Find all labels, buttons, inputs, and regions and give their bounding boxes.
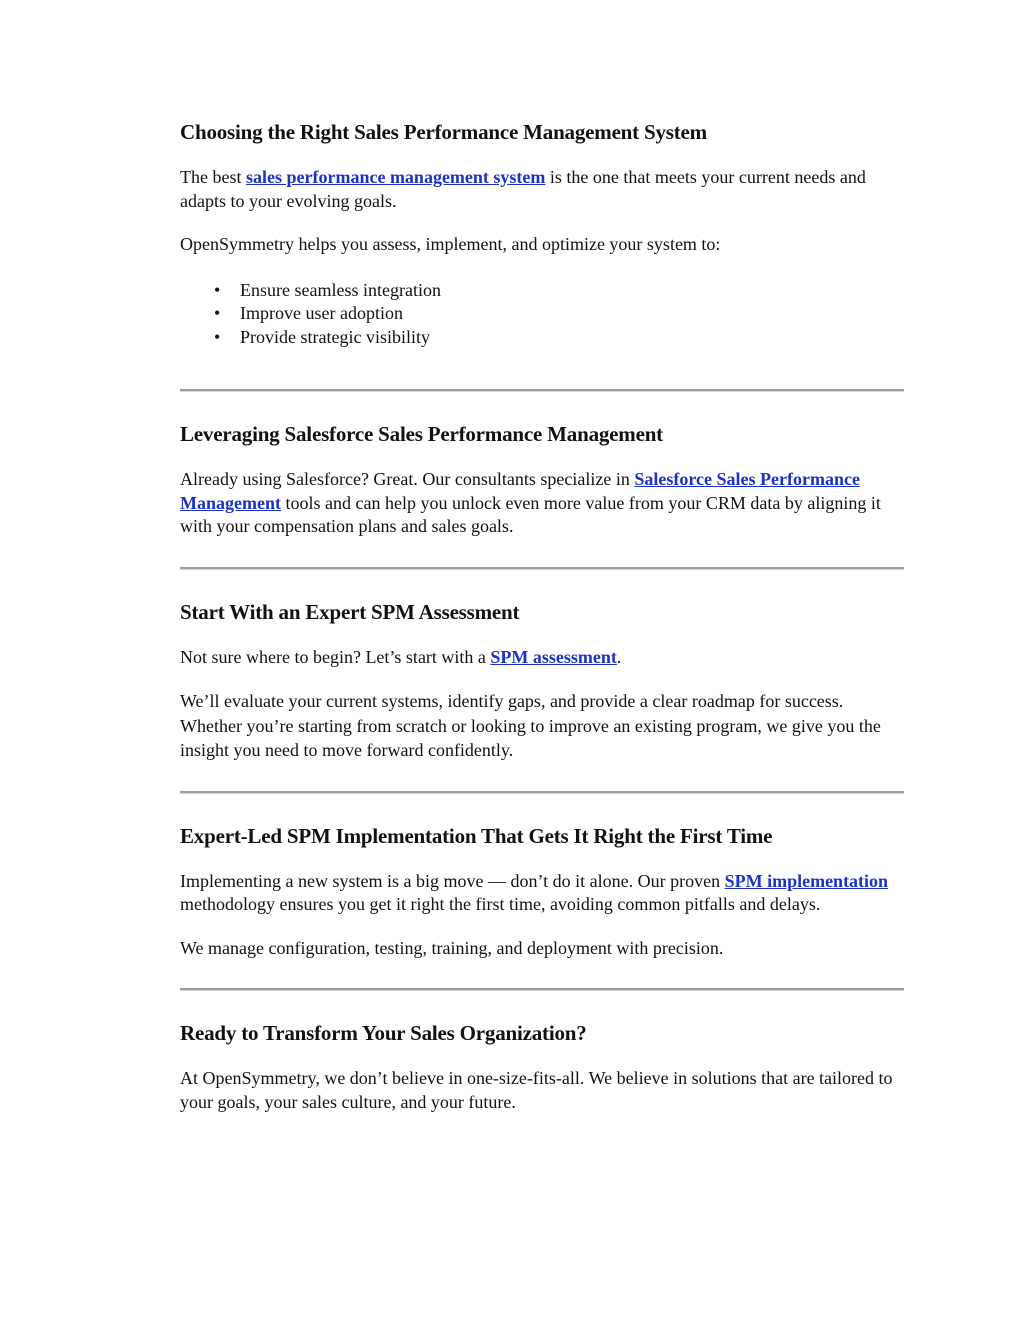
spm-implementation-link[interactable]: SPM implementation — [724, 870, 889, 891]
paragraph-text: Not sure where to begin? Let’s start with a — [180, 646, 491, 667]
paragraph-text: The best — [180, 167, 246, 187]
paragraph-text: Already using Salesforce? Great. Our consultants specialize in — [180, 469, 635, 489]
section-choosing-spm — [180, 118, 904, 349]
body-paragraph — [180, 468, 904, 539]
section-divider — [180, 389, 904, 392]
list-item-text: Ensure seamless integration — [240, 279, 441, 300]
section-ready-to-transform — [180, 1019, 904, 1114]
body-paragraph: We manage configuration, testing, training, and deployment with precision. — [180, 937, 724, 958]
paragraph-text: Implementing a new system is a big move — don’t do it alone. Our proven — [180, 870, 725, 891]
body-paragraph: OpenSymmetry helps you assess, implement, and optimize your system to: — [180, 234, 721, 254]
body-paragraph — [180, 646, 904, 670]
list-item-text: Improve user adoption — [240, 303, 403, 323]
bullet-icon: • — [214, 326, 221, 347]
body-paragraph: We’ll evaluate your current systems, identify gaps, and provide a clear roadmap for success. Whether you’re starting from scratch or looking to improve an existing program, we give you the insight you need to move forward confidently. — [180, 691, 881, 760]
paragraph-text: tools and can help you unlock even more value from your CRM data by aligning it with your compensation plans and sales goals. — [180, 492, 881, 536]
section-title: Leveraging Salesforce Sales Performance Management — [180, 422, 663, 446]
section-divider — [180, 791, 904, 794]
section-divider — [180, 988, 904, 991]
paragraph-text: is the one that meets your current needs and adapts to your evolving goals. — [180, 167, 866, 211]
paragraph-text: methodology ensures you get it right the first time, avoiding common pitfalls and delays. — [180, 894, 821, 914]
list-item-text: Provide strategic visibility — [240, 326, 430, 347]
intro-paragraph — [180, 166, 904, 213]
salesforce-sales-performance-management-link[interactable]: Salesforce Sales Performance Management — [180, 469, 860, 513]
sales-performance-management-system-link[interactable]: sales performance management system — [245, 167, 546, 187]
benefits-list — [180, 279, 904, 350]
list-item — [214, 326, 904, 350]
section-title: Expert-Led SPM Implementation That Gets It Right the First Time — [180, 823, 773, 848]
list-item — [214, 279, 904, 303]
section-title: Choosing the Right Sales Performance Management System — [180, 120, 707, 144]
section-title: Start With an Expert SPM Assessment — [180, 599, 520, 624]
body-paragraph: At OpenSymmetry, we don’t believe in one-size-fits-all. We believe in solutions that are tailored to your goals, your sales culture, and your future. — [180, 1068, 893, 1112]
section-spm-implementation — [180, 822, 904, 961]
list-item — [214, 302, 904, 326]
section-spm-assessment — [180, 598, 904, 763]
section-divider — [180, 567, 904, 570]
document-page — [180, 118, 904, 1134]
spm-assessment-link[interactable]: SPM assessment — [490, 646, 617, 667]
bullet-icon: • — [214, 303, 221, 323]
section-title: Ready to Transform Your Sales Organization? — [180, 1021, 587, 1045]
section-salesforce-spm — [180, 420, 904, 539]
bullet-icon: • — [214, 279, 221, 300]
body-paragraph — [180, 870, 904, 917]
paragraph-text: . — [616, 646, 622, 667]
